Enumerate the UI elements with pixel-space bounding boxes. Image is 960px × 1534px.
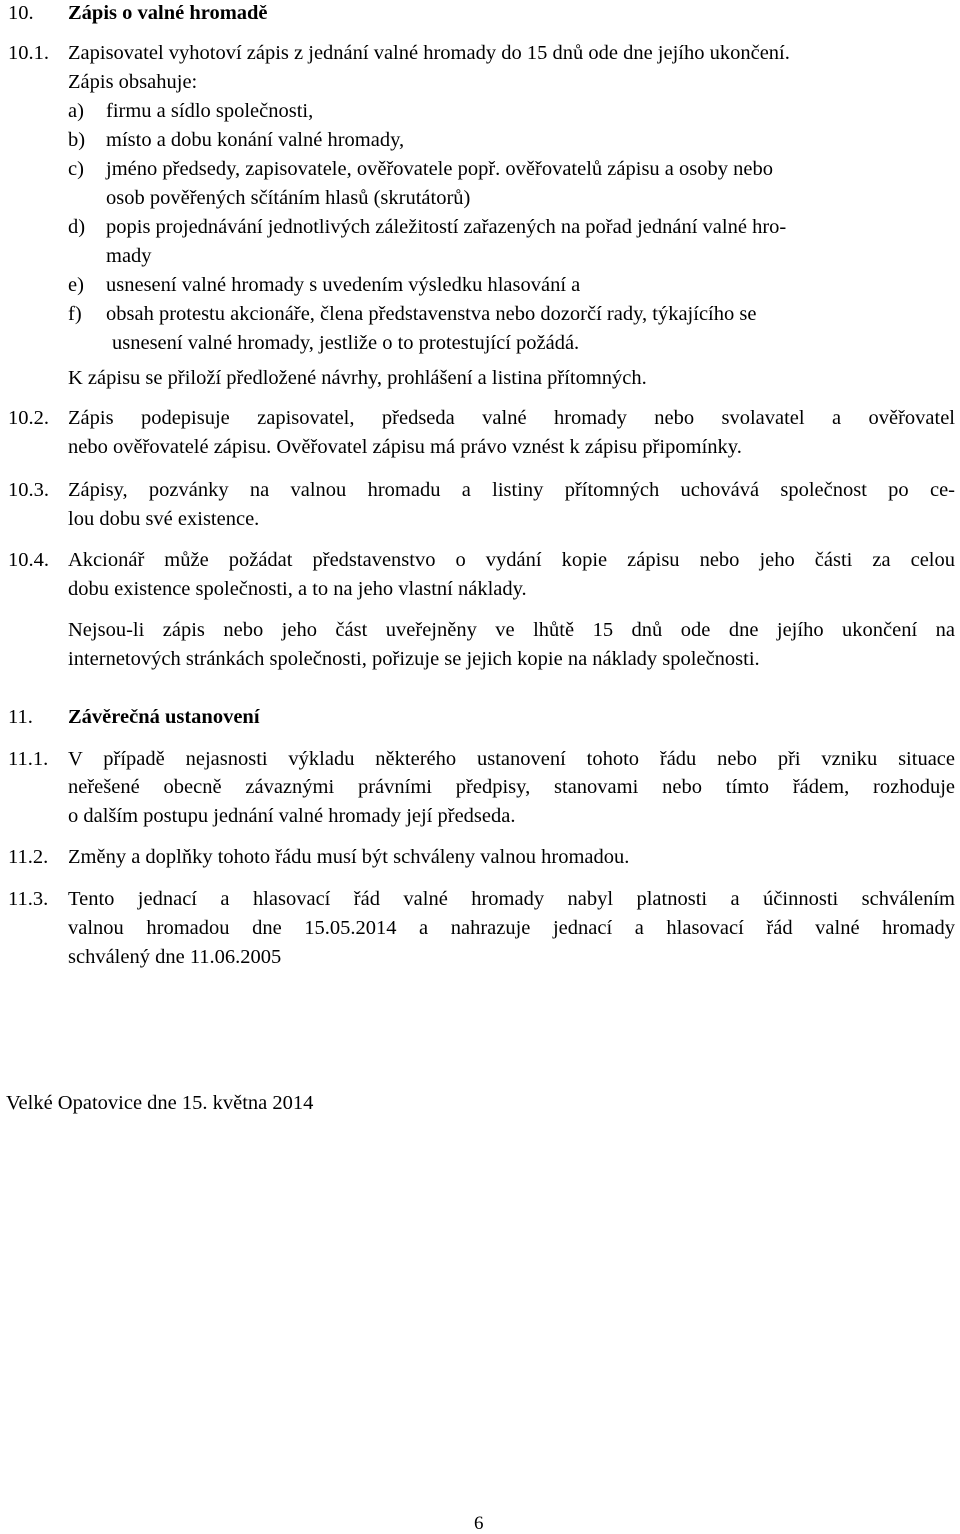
section-10-number: 10. (8, 2, 34, 24)
clause-10-4-line: Akcionář může požádat představenstvo o vydání kopie zápisu nebo jeho části za celou (68, 549, 955, 571)
section-11-number: 11. (8, 706, 33, 728)
clause-10-2-line: nebo ověřovatelé zápisu. Ověřovatel zápisu má právo vznést k zápisu připomínky. (68, 436, 742, 458)
clause-10-4-line: dobu existence společnosti, a to na jeho vlastní náklady. (68, 578, 527, 600)
list-item: obsah protestu akcionáře, člena představenstva nebo dozorčí rady, týkajícího se (106, 303, 757, 325)
list-item: firmu a sídlo společnosti, (106, 100, 314, 122)
place-date: Velké Opatovice dne 15. května 2014 (6, 1092, 314, 1114)
section-10-title: Zápis o valné hromadě (68, 2, 268, 24)
list-item: popis projednávání jednotlivých záležitostí zařazených na pořad jednání valné hro- (106, 216, 787, 238)
list-item: mady (106, 245, 152, 267)
clause-10-2-line: Zápis podepisuje zapisovatel, předseda valné hromady nebo svolavatel a ověřovatel (68, 407, 955, 429)
list-item: usnesení valné hromady, jestliže o to protestující požádá. (112, 332, 580, 354)
list-marker: a) (68, 100, 84, 122)
clause-11-3-line: valnou hromadou dne 15.05.2014 a nahrazuje jednací a hlasovací řád valné hromady (68, 917, 955, 939)
clause-10-3-number: 10.3. (8, 479, 49, 501)
clause-10-1-closing: K zápisu se přiloží předložené návrhy, prohlášení a listina přítomných. (68, 367, 647, 389)
clause-10-2-number: 10.2. (8, 407, 49, 429)
clause-10-1-number: 10.1. (8, 42, 49, 64)
clause-11-3-number: 11.3. (8, 888, 49, 910)
clause-11-1-line: neřešené obecně závaznými právními předpisy, stanovami nebo tímto řádem, rozhoduje (68, 776, 955, 798)
clause-10-3-line: Zápisy, pozvánky na valnou hromadu a listiny přítomných uchovává společnost po ce- (68, 479, 955, 501)
clause-11-1-line: o dalším postupu jednání valné hromady její předseda. (68, 805, 516, 827)
clause-11-1-number: 11.1. (8, 748, 49, 770)
clause-11-3-line: Tento jednací a hlasovací řád valné hromady nabyl platnosti a účinnosti schválením (68, 888, 955, 910)
list-marker: b) (68, 129, 86, 151)
clause-10-1-line: Zapisovatel vyhotoví zápis z jednání valné hromady do 15 dnů ode dne jejího ukončení. (68, 42, 790, 64)
clause-11-2-number: 11.2. (8, 846, 49, 868)
clause-10-4-paragraph: internetových stránkách společnosti, pořizuje se jejich kopie na náklady společnosti. (68, 648, 760, 670)
list-item: místo a dobu konání valné hromady, (106, 129, 405, 151)
clause-10-1-line: Zápis obsahuje: (68, 71, 198, 93)
page-number: 6 (474, 1513, 484, 1534)
list-item: usnesení valné hromady s uvedením výsledku hlasování a (106, 274, 581, 296)
list-marker: c) (68, 158, 84, 180)
clause-11-2-line: Změny a doplňky tohoto řádu musí být schváleny valnou hromadou. (68, 846, 630, 868)
list-marker: f) (68, 303, 82, 325)
list-item: jméno předsedy, zapisovatele, ověřovatele popř. ověřovatelů zápisu a osoby nebo (106, 158, 773, 180)
list-item: osob pověřených sčítáním hlasů (skrutátorů) (106, 187, 471, 209)
clause-10-3-line: lou dobu své existence. (68, 508, 260, 530)
clause-11-1-line: V případě nejasnosti výkladu některého ustanovení tohoto řádu nebo při vzniku situace (68, 748, 955, 770)
list-marker: e) (68, 274, 84, 296)
list-marker: d) (68, 216, 86, 238)
section-11-title: Závěrečná ustanovení (68, 706, 260, 728)
clause-10-4-number: 10.4. (8, 549, 49, 571)
clause-10-4-paragraph: Nejsou-li zápis nebo jeho část uveřejněny ve lhůtě 15 dnů ode dne jejího ukončení na (68, 619, 955, 641)
clause-11-3-line: schválený dne 11.06.2005 (68, 946, 282, 968)
